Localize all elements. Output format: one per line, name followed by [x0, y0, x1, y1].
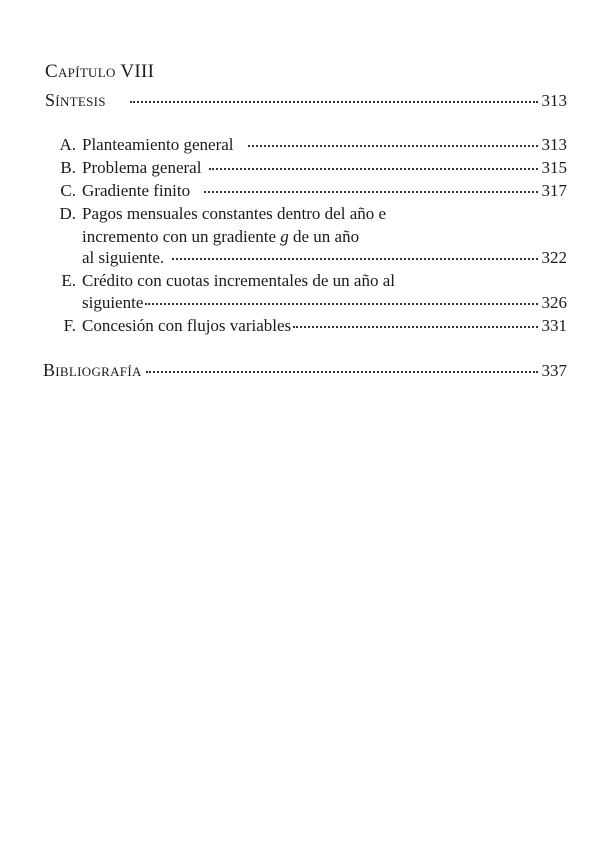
- entry-page-number: 326: [541, 293, 567, 312]
- toc-entry-synthesis[interactable]: [45, 91, 567, 109]
- toc-entry-e-last-line[interactable]: [82, 294, 567, 311]
- entry-title: Concesión con flujos variables: [82, 316, 292, 335]
- gradient-variable: g: [280, 227, 289, 246]
- leader-dots: [204, 191, 537, 193]
- entry-letter: B.: [60, 158, 76, 177]
- entry-page-number: 313: [541, 135, 567, 154]
- entry-letter: A.: [59, 135, 76, 154]
- entry-title-line-2: siguiente: [82, 293, 144, 312]
- entry-page-number: 317: [541, 181, 567, 200]
- entry-letter: E.: [61, 271, 76, 290]
- leader-dots: [146, 371, 538, 373]
- entry-letter: F.: [63, 316, 76, 335]
- bibliography-page-number: 337: [541, 361, 567, 380]
- synthesis-page-number: 313: [541, 91, 567, 110]
- entry-page-number: 331: [541, 316, 567, 335]
- entry-title: Planteamiento general: [82, 135, 234, 154]
- entry-page-number: 315: [541, 158, 567, 177]
- toc-entry-d[interactable]: [50, 205, 567, 222]
- leader-dots: [209, 168, 537, 170]
- entry-letter: C.: [60, 181, 76, 200]
- leader-dots: [293, 326, 537, 328]
- toc-entry-bibliography[interactable]: [43, 361, 567, 379]
- entry-title-line-1: Crédito con cuotas incrementales de un año al: [82, 271, 395, 290]
- entry-title: Gradiente finito: [82, 181, 191, 200]
- leader-dots: [145, 303, 537, 305]
- toc-entry-f[interactable]: [50, 317, 567, 334]
- toc-entry-e[interactable]: [50, 272, 567, 289]
- entry-title-line-2: incremento con un gradiente g de un año: [82, 227, 360, 246]
- chapter-heading: Capítulo VIII: [45, 61, 155, 82]
- leader-dots: [130, 101, 538, 103]
- bibliography-title: Bibliografía: [43, 360, 142, 380]
- toc-entry-b[interactable]: [50, 159, 567, 176]
- leader-dots: [248, 145, 538, 147]
- toc-entry-d-last-line[interactable]: [82, 249, 567, 266]
- entry-title-line-1: Pagos mensuales constantes dentro del año e: [82, 204, 387, 223]
- synthesis-title: Síntesis: [45, 90, 106, 110]
- entry-title: Problema general: [82, 158, 202, 177]
- toc-entry-c[interactable]: [50, 182, 567, 199]
- toc-entry-a[interactable]: [50, 136, 567, 153]
- entry-letter: D.: [59, 204, 76, 223]
- entry-title-line-3: al siguiente.: [82, 248, 165, 267]
- entry-page-number: 322: [541, 248, 567, 267]
- leader-dots: [172, 258, 537, 260]
